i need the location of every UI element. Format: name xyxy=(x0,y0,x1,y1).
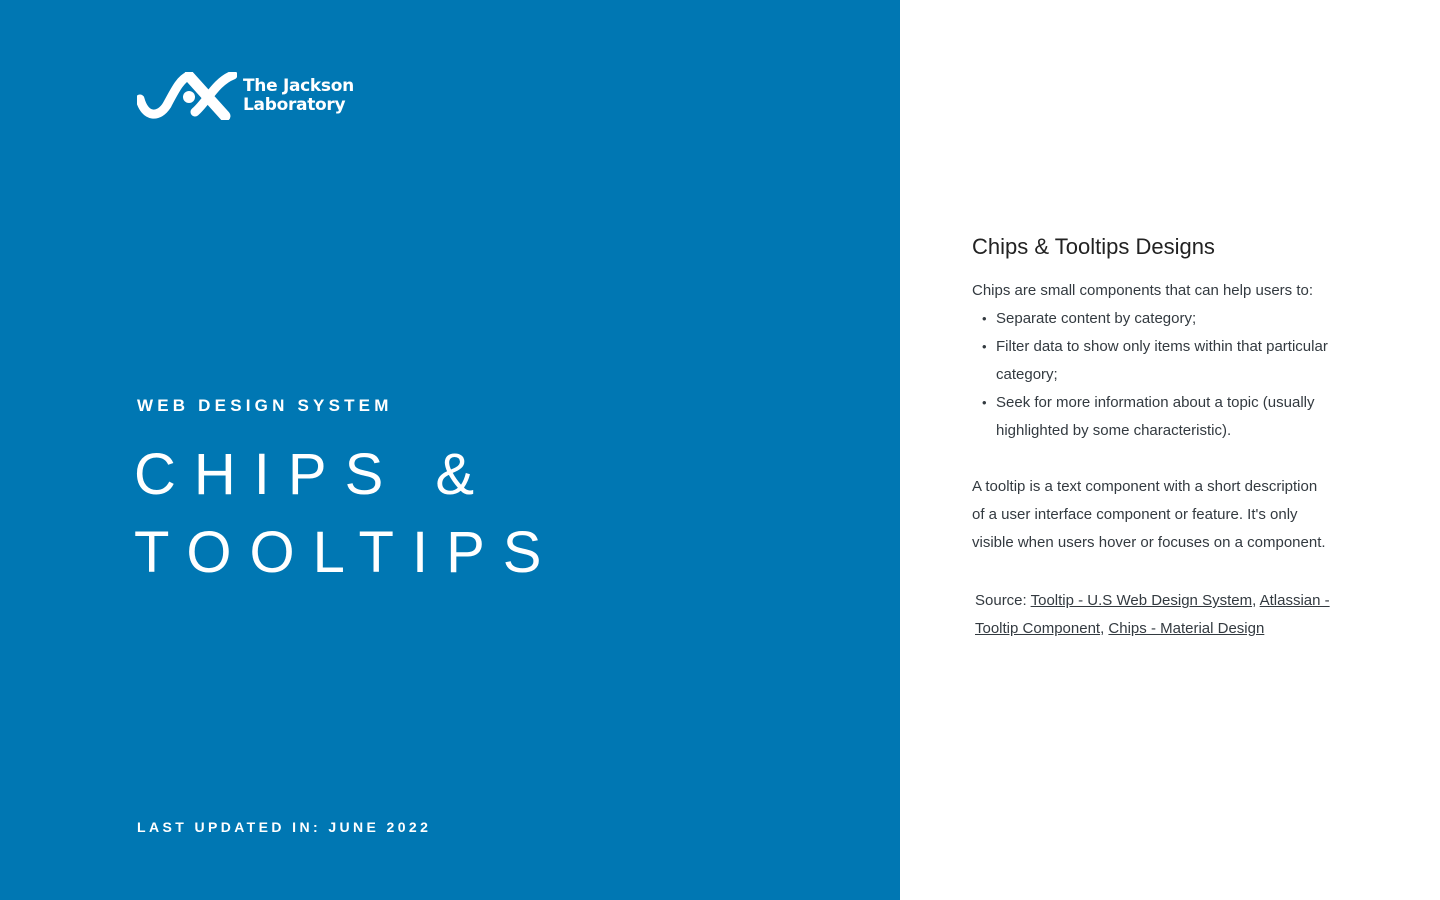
page-title xyxy=(134,436,559,592)
logo-line-1: The Jackson xyxy=(243,76,354,96)
source-label: Source: xyxy=(975,592,1027,609)
last-updated-label: LAST UPDATED IN: JUNE 2022 xyxy=(137,819,432,835)
source-link-uswds[interactable]: Tooltip - U.S Web Design System xyxy=(1030,592,1253,609)
intro-text: Chips are small components that can help users to: xyxy=(972,282,1314,299)
title-line-2: TOOLTIPS xyxy=(134,520,560,585)
section-heading: Chips & Tooltips Designs xyxy=(972,234,1215,259)
source-link-atlassian[interactable]: Atlassian - Tooltip Component xyxy=(975,592,1330,637)
chips-uses-list xyxy=(972,305,1332,445)
info-panel xyxy=(900,0,1440,900)
list-item: • Seek for more information about a topic (usually highlighted by some characteristic). xyxy=(996,389,1332,445)
source-link-material[interactable]: Chips - Material Design xyxy=(1108,620,1265,637)
jax-logo-mark-icon xyxy=(137,72,237,120)
source-line: Source: Tooltip - U.S Web Design System, Atlassian - Tooltip Component, Chips - Material Design xyxy=(975,592,1330,637)
info-content xyxy=(972,233,1332,643)
logo-wordmark xyxy=(243,77,354,115)
list-item: • Separate content by category; xyxy=(996,305,1332,333)
list-item: • Filter data to show only items within that particular category; xyxy=(996,333,1332,389)
jax-logo xyxy=(137,72,354,120)
logo-line-2: Laboratory xyxy=(243,95,346,115)
tooltip-description: A tooltip is a text component with a short description of a user interface component or feature. It's only visible when users hover or focuses on a component. xyxy=(972,478,1326,551)
eyebrow-label: WEB DESIGN SYSTEM xyxy=(137,396,393,415)
title-line-1: CHIPS & xyxy=(134,442,493,507)
